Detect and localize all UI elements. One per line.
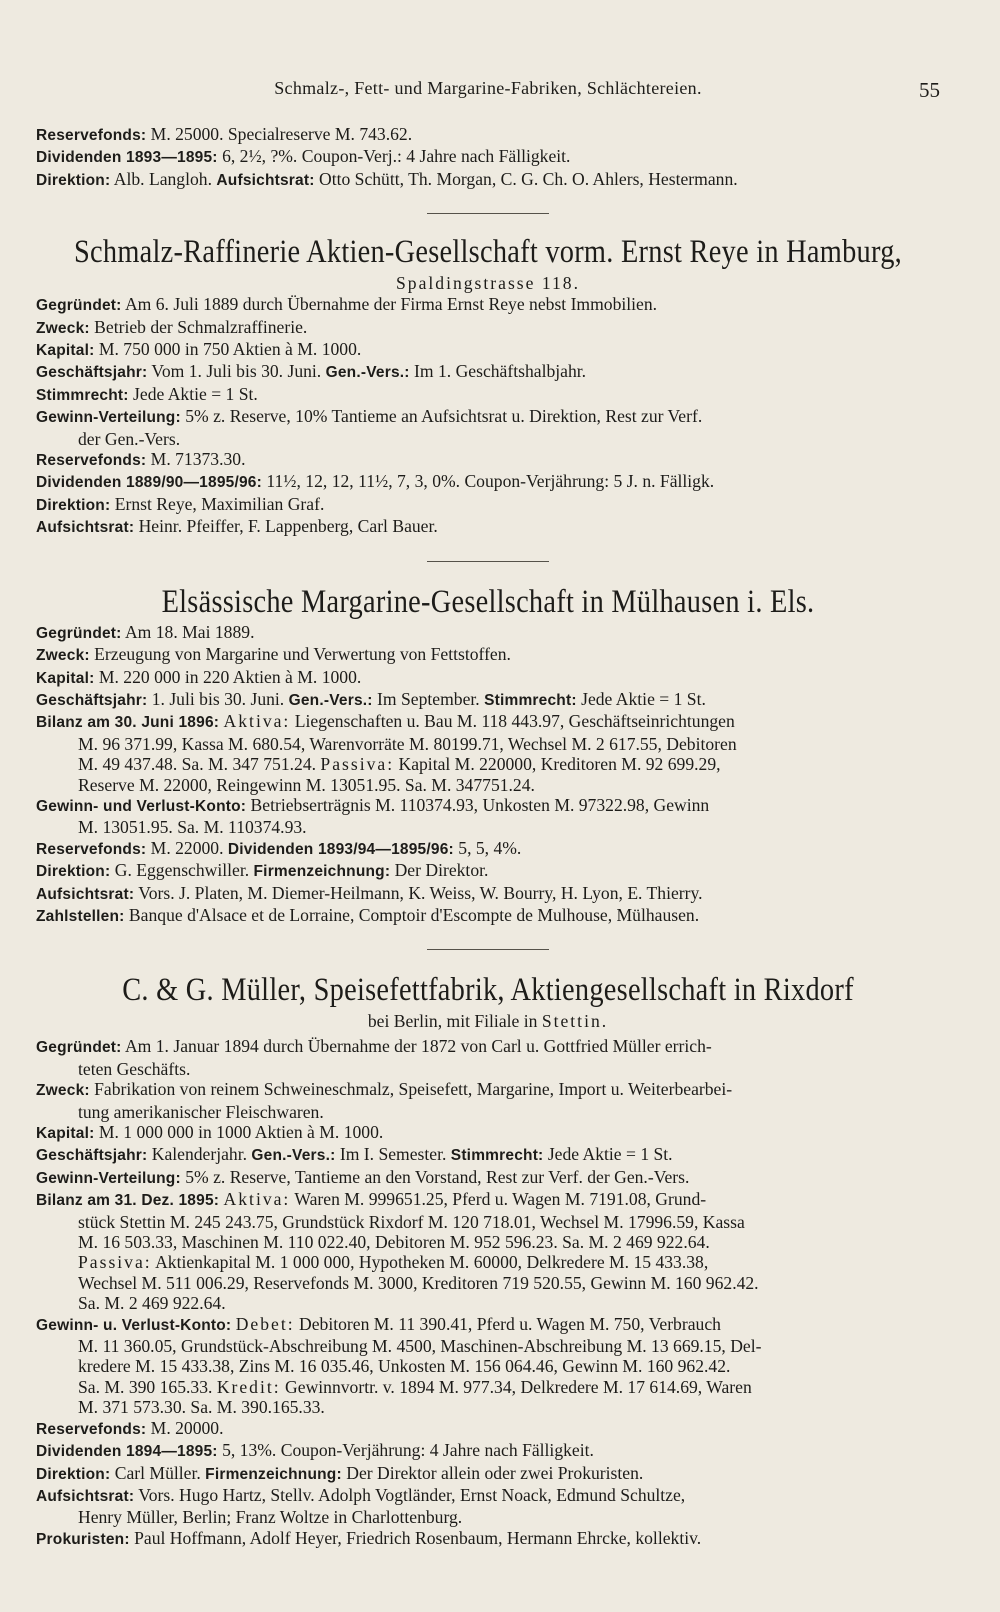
field-value: Carl Müller. [110, 1462, 206, 1483]
text-line [36, 339, 940, 361]
field-label: Reservefonds: [36, 840, 147, 858]
text-line [36, 644, 940, 666]
field-label: Dividenden 1893/94—1895/96: [227, 840, 454, 858]
field-value: M. 22000. [146, 837, 228, 858]
field-value: Im I. Semester. [335, 1144, 451, 1165]
field-value: Vors. J. Platen, M. Diemer-Heilmann, K. Weiss, W. Bourry, H. Lyon, E. Thierry. [134, 882, 703, 903]
field-value: Erzeugung von Margarine und Verwertung von Fettstoffen. [89, 644, 511, 665]
text-line [36, 1440, 940, 1462]
running-header [36, 78, 940, 104]
entry-schmalz-raffinerie [36, 232, 940, 538]
field-label: Reservefonds: [36, 1420, 147, 1438]
text-line [36, 384, 940, 406]
field-label: Direktion: [36, 171, 111, 189]
text-line [36, 146, 940, 168]
field-label: Gewinn- und Verlust-Konto: [36, 797, 247, 815]
text-line [36, 1036, 940, 1058]
field-label: Gegründet: [36, 624, 122, 642]
entry-subheading [36, 1010, 940, 1032]
field-value: Aktienkapital M. 1 000 000, Hypotheken M. 60000, Delkredere M. 15 433.38, [151, 1252, 709, 1273]
text-line [36, 1122, 940, 1144]
text-line: Wechsel M. 511 006.29, Reservefonds M. 3000, Kreditoren 719 520.55, Gewinn M. 160 962.42. [78, 1272, 759, 1293]
text-line [36, 1079, 940, 1101]
field-label: Geschäftsjahr: [36, 364, 148, 382]
field-label: Gegründet: [36, 297, 122, 315]
field-label: Gewinn-Verteilung: [36, 1169, 181, 1187]
field-label: Reservefonds: [36, 452, 147, 470]
field-label: Bilanz am 31. Dez. 1895: [36, 1192, 220, 1210]
page-number: 55 [919, 78, 940, 102]
field-label: Firmenzeichnung: [205, 1465, 342, 1483]
text-line [36, 1528, 940, 1550]
text-line: M. 371 573.30. Sa. M. 390.165.33. [78, 1397, 325, 1418]
field-label: Geschäftsjahr: [36, 1147, 148, 1165]
entry-elsaessische-margarine [36, 582, 940, 928]
field-value: Vors. Hugo Hartz, Stellv. Adolph Vogtländer, Ernst Noack, Edmund Schultze, [134, 1484, 686, 1505]
field-label: Kapital: [36, 342, 95, 360]
field-value: Fabrikation von reinem Schweineschmalz, Speisefett, Margarine, Import u. Weiterbearbei- [89, 1079, 733, 1100]
field-value: M. 25000. Specialreserve M. 743.62. [146, 124, 413, 144]
spaced-label: Aktiva: [223, 1189, 291, 1210]
text-line [36, 449, 940, 471]
field-label: Zweck: [36, 1082, 90, 1100]
field-value: Am 6. Juli 1889 durch Übernahme der Firma Ernst Reye nebst Immobilien. [121, 294, 658, 315]
text-line [36, 711, 940, 733]
field-label: Dividenden 1893—1895: [36, 149, 218, 167]
field-label: Aufsichtsrat: [36, 885, 135, 903]
text-line [36, 494, 940, 516]
field-value: Alb. Langloh. [110, 168, 217, 189]
text-line: Reserve M. 22000, Reingewinn M. 13051.95. Sa. M. 347751.24. [78, 774, 535, 795]
field-value: M. 49 437.48. Sa. M. 347 751.24. [78, 754, 321, 775]
text-line [36, 622, 940, 644]
field-label: Gewinn-Verteilung: [36, 409, 181, 427]
field-value: 5, 13%. Coupon-Verjährung: 4 Jahre nach Fälligkeit. [217, 1440, 594, 1461]
text-line [36, 838, 940, 860]
text-line [36, 1377, 940, 1397]
field-label: Stimmrecht: [36, 386, 129, 404]
field-label: Geschäftsjahr: [36, 691, 148, 709]
text-line [36, 1252, 940, 1272]
field-value: M. 750 000 in 750 Aktien à M. 1000. [94, 339, 362, 360]
field-value: M. 1 000 000 in 1000 Aktien à M. 1000. [94, 1122, 384, 1142]
text-line [36, 795, 940, 817]
text-line: stück Stettin M. 245 243.75, Grundstück Rixdorf M. 120 718.01, Wechsel M. 17996.59, Kassa [78, 1211, 745, 1232]
text-line: der Gen.-Vers. [78, 428, 181, 449]
text-line [36, 1485, 940, 1507]
field-value: Waren M. 999651.25, Pferd u. Wagen M. 7191.08, Grund- [290, 1189, 707, 1210]
field-label: Kapital: [36, 1125, 95, 1142]
text-line: tung amerikanischer Fleischwaren. [78, 1101, 324, 1122]
field-value: Paul Hoffmann, Adolf Heyer, Friedrich Rosenbaum, Hermann Ehrcke, kollektiv. [129, 1527, 702, 1548]
text-line [36, 1418, 940, 1440]
field-value: Heinr. Pfeiffer, F. Lappenberg, Carl Bauer. [134, 516, 438, 537]
text-line [36, 516, 940, 538]
field-value: Otto Schütt, Th. Morgan, C. G. Ch. O. Ahlers, Hestermann. [314, 168, 738, 189]
field-value: Jede Aktie = 1 St. [128, 383, 258, 404]
field-value: Im 1. Geschäftshalbjahr. [409, 361, 587, 382]
field-value: M. 220 000 in 220 Aktien à M. 1000. [94, 666, 362, 687]
text-line: teten Geschäfts. [78, 1058, 191, 1079]
field-value: 6, 2½, ?%. Coupon-Verj.: 4 Jahre nach Fälligkeit. [217, 146, 571, 167]
field-label: Dividenden 1894—1895: [36, 1443, 218, 1461]
field-label: Direktion: [36, 1465, 111, 1483]
running-title: Schmalz-, Fett- und Margarine-Fabriken, Schlächtereien. [274, 78, 702, 98]
spaced-label: Debet: [235, 1313, 295, 1334]
field-value: Am 1. Januar 1894 durch Übernahme der 1872 von Carl u. Gottfried Müller errich- [121, 1036, 712, 1057]
field-value: Betrieb der Schmalzraffinerie. [89, 316, 308, 337]
field-label: Aufsichtsrat: [36, 519, 135, 537]
field-label: Aufsichtsrat: [36, 1487, 135, 1505]
text-line [36, 754, 940, 774]
field-label: Reservefonds: [36, 127, 147, 144]
field-label: Dividenden 1889/90—1895/96: [36, 474, 262, 492]
spaced-label: Passiva: [320, 754, 395, 775]
field-value: Debitoren M. 11 390.41, Pferd u. Wagen M. 750, Verbrauch [294, 1313, 721, 1334]
field-value: Kapital M. 220000, Kreditoren M. 92 699.29, [394, 754, 721, 775]
text-line [36, 667, 940, 689]
field-label: Zahlstellen: [36, 907, 125, 925]
field-value: Jede Aktie = 1 St. [576, 688, 706, 709]
field-value: 1. Juli bis 30. Juni. [147, 688, 289, 709]
text-line [36, 317, 940, 339]
text-line [36, 1189, 940, 1211]
field-value: M. 20000. [146, 1417, 224, 1438]
text-line [36, 169, 940, 191]
field-value: Gewinnvortr. v. 1894 M. 977.34, Delkredere M. 17 614.69, Waren [280, 1376, 752, 1397]
field-value: Ernst Reye, Maximilian Graf. [110, 493, 325, 514]
entry-mueller-speisefettfabrik [36, 970, 940, 1550]
entry-heading: C. & G. Müller, Speisefettfabrik, Aktiengesellschaft in Rixdorf [122, 972, 854, 1009]
text-line [36, 1314, 940, 1336]
text-line [36, 860, 940, 882]
text-line: M. 11 360.05, Grundstück-Abschreibung M. 4500, Maschinen-Abschreibung M. 13 669.15, Del- [78, 1336, 762, 1357]
text-line [36, 905, 940, 927]
field-value: Der Direktor. [390, 860, 489, 881]
text-line [36, 361, 940, 383]
field-label: Direktion: [36, 863, 111, 881]
field-label: Stimmrecht: [484, 691, 577, 709]
field-value: Am 18. Mai 1889. [121, 621, 255, 642]
field-value: Jede Aktie = 1 St. [543, 1144, 673, 1165]
address-text: Spaldingstrasse 118. [396, 273, 580, 294]
text-line: kredere M. 15 433.38, Zins M. 16 035.46, Unkosten M. 156 064.46, Gewinn M. 160 962.42. [78, 1356, 731, 1377]
field-value: Liegenschaften u. Bau M. 118 443.97, Geschäftseinrichtungen [290, 711, 735, 732]
field-value: 5% z. Reserve, 10% Tantieme an Aufsichtsrat u. Direktion, Rest zur Verf. [180, 406, 703, 427]
field-value: 11½, 12, 12, 11½, 7, 3, 0%. Coupon-Verjährung: 5 J. n. Fälligk. [261, 471, 715, 492]
field-label: Stimmrecht: [450, 1147, 544, 1165]
text-line [36, 1144, 940, 1166]
field-value: 5% z. Reserve, Tantieme an den Vorstand, Rest zur Verf. der Gen.-Vers. [180, 1166, 690, 1187]
field-label: Gen.-Vers.: [288, 691, 373, 709]
text-line: Sa. M. 2 469 922.64. [78, 1293, 226, 1314]
text-line [36, 471, 940, 493]
field-label: Direktion: [36, 496, 111, 514]
field-label: Gen.-Vers.: [325, 364, 410, 382]
text-line [36, 294, 940, 316]
spaced-label: Aktiva: [223, 711, 291, 732]
field-value: Kalenderjahr. [147, 1144, 252, 1165]
field-label: Firmenzeichnung: [253, 863, 391, 881]
field-value: Der Direktor allein oder zwei Prokuristen. [341, 1462, 644, 1483]
field-value: Betriebserträgnis M. 110374.93, Unkosten M. 97322.98, Gewinn [246, 794, 710, 815]
text-line: Henry Müller, Berlin; Franz Woltze in Charlottenburg. [78, 1507, 463, 1528]
field-label: Gegründet: [36, 1039, 122, 1057]
text-line [36, 1167, 940, 1189]
entry-address [36, 272, 940, 294]
spaced-label: Passiva: [78, 1252, 152, 1273]
field-label: Aufsichtsrat: [216, 171, 315, 189]
field-value: Banque d'Alsace et de Lorraine, Comptoir d'Escompte de Mulhouse, Mülhausen. [124, 904, 700, 925]
field-label: Zweck: [36, 647, 90, 665]
text-line [36, 689, 940, 711]
field-label: Kapital: [36, 669, 95, 687]
field-value: Vom 1. Juli bis 30. Juni. [147, 361, 326, 382]
field-value: Sa. M. 390 165.33. [78, 1376, 217, 1397]
spaced-label: Kredit: [216, 1376, 281, 1397]
field-value: G. Eggenschwiller. [110, 860, 254, 881]
field-label: Gewinn- u. Verlust-Konto: [36, 1316, 232, 1334]
text-line [36, 406, 940, 428]
text-line: M. 16 503.33, Maschinen M. 110 022.40, Debitoren M. 952 596.23. Sa. M. 2 469 922.64. [78, 1232, 710, 1253]
field-label: Gen.-Vers.: [251, 1147, 336, 1165]
field-value: Im September. [372, 688, 485, 709]
field-value: 5, 5, 4%. [453, 837, 522, 858]
text-line [36, 883, 940, 905]
field-label: Prokuristen: [36, 1530, 130, 1548]
field-value: M. 71373.30. [146, 449, 246, 470]
text-line: M. 96 371.99, Kassa M. 680.54, Warenvorräte M. 80199.71, Wechsel M. 2 617.55, Debitoren [78, 733, 737, 754]
field-label: Bilanz am 30. Juni 1896: [36, 714, 220, 732]
text-line [36, 124, 940, 146]
text-line [36, 1463, 940, 1485]
subheading-text: bei Berlin, mit Filiale in [367, 1011, 542, 1032]
entry-heading: Schmalz-Raffinerie Aktien-Gesellschaft vorm. Ernst Reye in Hamburg, [73, 234, 902, 271]
entry-heading: Elsässische Margarine-Gesellschaft in Mülhausen i. Els. [161, 583, 815, 620]
text-line: M. 13051.95. Sa. M. 110374.93. [78, 817, 307, 838]
page-body [36, 124, 940, 1550]
entry-continuation [36, 124, 940, 191]
field-label: Zweck: [36, 319, 90, 337]
subheading-city: Stettin. [541, 1011, 609, 1032]
